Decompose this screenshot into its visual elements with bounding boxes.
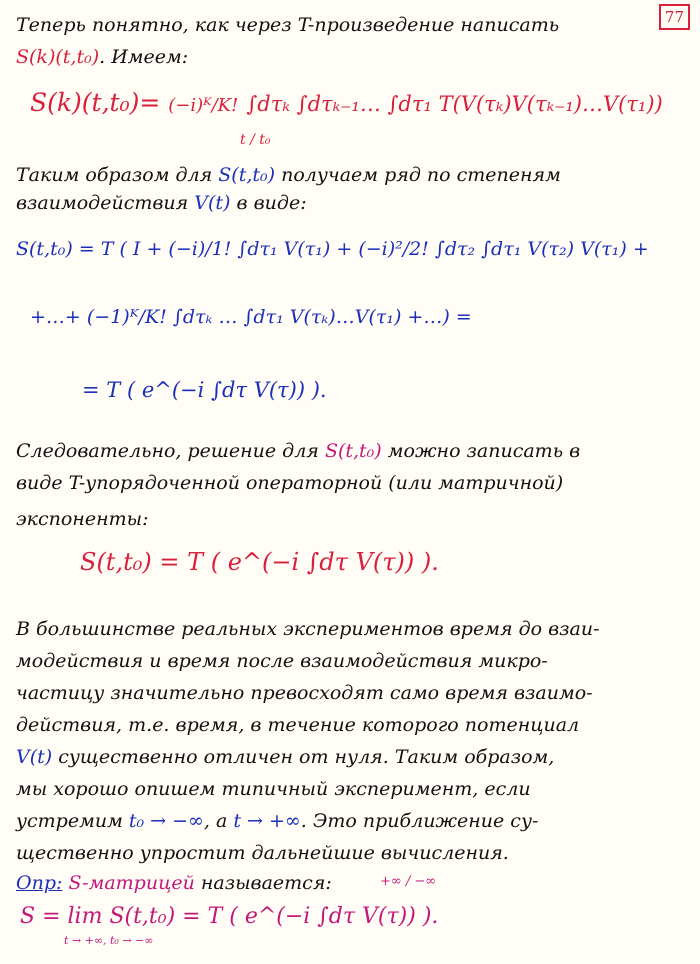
text-fragment: можно записать в (387, 440, 581, 462)
equation-4 (20, 904, 438, 929)
text-line-2 (16, 46, 188, 68)
eq1-coef: (−i)ᴷ/K! (168, 95, 239, 116)
text-fragment: получаем ряд по степеням (281, 164, 561, 186)
text-fragment: устремим (16, 810, 123, 832)
text-line-5 (16, 440, 580, 462)
para-line-4: действия, т.е. время, в течение которого потенциал (16, 714, 580, 736)
text-fragment: существенно отличен от нуля. Таким образом, (58, 746, 555, 768)
text-fragment: Таким образом для (16, 164, 213, 186)
symbol-v: V(t) (194, 192, 231, 214)
text-fragment: Следовательно, решение для (16, 440, 319, 462)
symbol-s-k: S(k)(t,t₀) (16, 46, 100, 68)
para-line-8: щественно упростит дальнейшие вычисления. (16, 842, 509, 864)
symbol-s: S(t,t₀) (218, 164, 276, 186)
equation-3: S(t,t₀) = T ( e^(−i ∫dτ V(τ)) ). (80, 548, 439, 576)
limit-t: t → +∞ (233, 810, 301, 832)
text-line-6: виде T-упорядоченной операторной (или матричной) (16, 472, 564, 494)
equation-1 (30, 88, 663, 117)
equation-2b: +…+ (−1)ᴷ/K! ∫dτₖ … ∫dτ₁ V(τₖ)…V(τ₁) +…) = (30, 306, 472, 328)
eq1-rhs: ∫dτₖ ∫dτₖ₋₁… ∫dτ₁ T(V(τₖ)V(τₖ₋₁)…V(τ₁)) (246, 92, 663, 116)
symbol-s: S(t,t₀) (324, 440, 382, 462)
eq1-lhs: S(k)(t,t₀)= (30, 88, 161, 117)
para-line-6: мы хорошо опишем типичный эксперимент, если (16, 778, 531, 800)
eq4-lim-sub: t → +∞, t₀ → −∞ (64, 934, 154, 947)
para-line-7 (16, 810, 538, 832)
text-line-4 (16, 192, 307, 214)
text-line-1: Теперь понятно, как через T-произведение написать (16, 14, 560, 36)
page-number: 77 (659, 4, 690, 30)
symbol-v: V(t) (16, 746, 53, 768)
para-line-2: модействия и время после взаимодействия микро- (16, 650, 548, 672)
equation-2a: S(t,t₀) = T ( I + (−i)/1! ∫dτ₁ V(τ₁) + (−i)²/2! ∫dτ₂ ∫dτ₁ V(τ₂) V(τ₁) + (16, 238, 649, 260)
text-line-3 (16, 164, 561, 186)
text-fragment: в виде: (236, 192, 307, 214)
text-line-7: экспоненты: (16, 508, 149, 530)
para-line-1: В большинстве реальных экспериментов время до взаи- (16, 618, 600, 640)
text-fragment: взаимодействия (16, 192, 189, 214)
eq4-rhs: S(t,t₀) = T ( e^(−i ∫dτ V(τ)) ). (109, 904, 439, 929)
equation-2c: = T ( e^(−i ∫dτ V(τ)) ). (82, 378, 327, 402)
text-fragment: . Это приближение су- (300, 810, 539, 832)
text-fragment: называется: (200, 872, 332, 894)
eq4-lim: lim (67, 904, 103, 929)
para-line-5 (16, 746, 554, 768)
text-fragment: , а (203, 810, 228, 832)
para-line-3: частицу значительно превосходят само время взаимо- (16, 682, 593, 704)
definition-line (16, 872, 332, 894)
text-fragment: . Имеем: (99, 46, 189, 68)
eq1-limits: t / t₀ (240, 132, 271, 148)
limit-t0: t₀ → −∞ (128, 810, 204, 832)
eq4-bounds: +∞ / −∞ (380, 874, 437, 889)
definition-term: S-матрицей (68, 872, 195, 894)
definition-label: Опр: (16, 872, 63, 894)
eq4-lhs: S = (20, 904, 61, 929)
